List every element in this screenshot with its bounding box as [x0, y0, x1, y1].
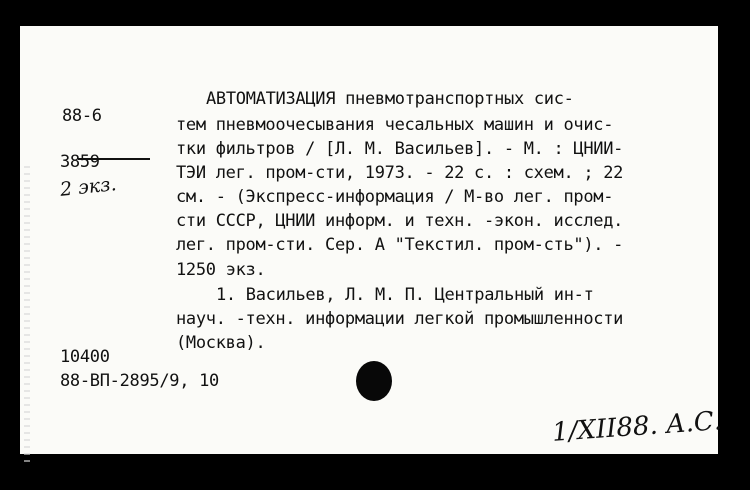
code-number: 10400 — [60, 347, 110, 367]
call-number: 88-6 — [62, 106, 102, 126]
entry-line: 1250 экз. — [176, 260, 266, 280]
entry-line: см. - (Экспресс-информация / М-во лег. пром- — [176, 187, 614, 207]
entry-line: тки фильтров / [Л. М. Васильев]. - М. : ЦНИИ- — [176, 139, 624, 159]
tracing-line: науч. -техн. информации легкой промышленности — [176, 309, 624, 329]
entry-line: сти СССР, ЦНИИ информ. и техн. -экон. исслед. — [176, 211, 624, 231]
edge-speckle — [24, 166, 30, 466]
tracing-line: (Москва). — [176, 333, 266, 353]
series-code: 88-ВП-2895/9, 10 — [60, 371, 219, 391]
copies-note: 2 экз. — [59, 173, 118, 201]
entry-line: ТЭИ лег. пром-сти, 1973. - 22 с. : схем. ; 22 — [176, 163, 624, 183]
entry-line: лег. пром-сти. Сер. А "Текстил. пром-сть"). - — [176, 235, 624, 255]
ink-blot — [356, 361, 392, 401]
catalog-card — [20, 26, 723, 454]
tracing-line: 1. Васильев, Л. М. П. Центральный ин-т — [216, 285, 594, 305]
entry-line: АВТОМАТИЗАЦИЯ пневмотранспортных сис- — [206, 89, 574, 109]
inventory-number: 3859 — [60, 152, 100, 172]
entry-line: тем пневмоочесывания чесальных машин и очис- — [176, 115, 614, 135]
handwritten-date-initials: 1/XII88. А.С. — [551, 406, 723, 448]
